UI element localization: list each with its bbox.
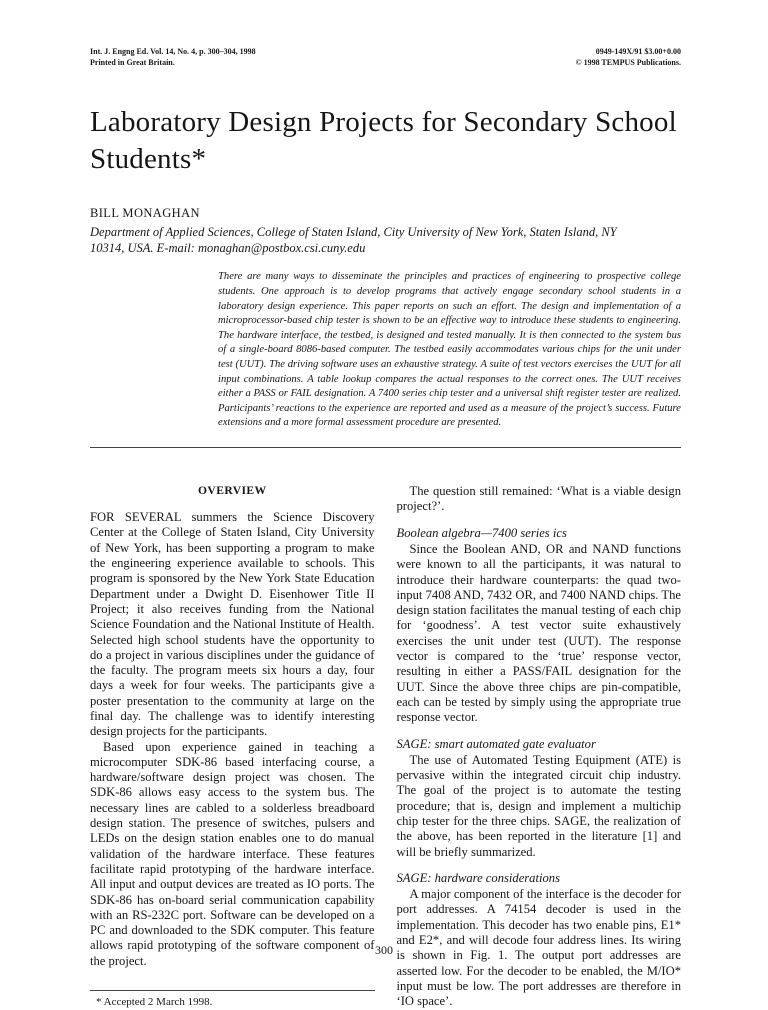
sage-hardware-paragraph: A major component of the interface is the decoder for port addresses. A 74154 decoder is used in the implementation. This decoder has two enable pins, E1* and E2*, and will decode four address lines. Its wiring is shown in Fig. 1. The output port addresses are asserted low. For the decoder to be enabled, the M/IO* input must be low. The port addresses are therefore in ‘IO space’. bbox=[396, 887, 681, 1009]
boolean-algebra-paragraph: Since the Boolean AND, OR and NAND functions were known to all the participants, it was natural to introduce their hardware counterparts: the quad two-input 7408 AND, 7432 OR, and 7400 NAND chips. The design station facilitates the manual testing of each chip for ‘goodness’. A test vector suite exhaustively exercises the unit under test (UUT). The response vector is compared to the ‘true’ response vector, resulting in either a PASS/FAIL designation for the UUT. Since the above three chips are pin-compatible, each can be tested by simply using the appropriate true response vector. bbox=[396, 541, 681, 725]
intro-paragraph: The question still remained: ‘What is a viable design project?’. bbox=[396, 484, 681, 514]
overview-paragraph-1: FOR SEVERAL summers the Science Discovery Center at the College of Staten Island, City University of New York, has been supporting a program to make the engineering experience available to schools. This program is sponsored by the New York State Education Department under a Dwight D. Eisenhower Title II Project; it also receives funding from the National Science Foundation and the National Institute of Health. Selected high school students have the opportunity to do a project in various disciplines under the guidance of the faculty. The program meets six hours a day, four days a week for four weeks. The participants give a poster presentation to the community at large on the final day. The challenge was to identify interesting design projects for the participants. bbox=[90, 510, 375, 739]
body-columns bbox=[90, 480, 681, 1010]
footnote-text: * Accepted 2 March 1998. bbox=[96, 996, 213, 1009]
printed-note: Printed in Great Britain. bbox=[90, 58, 175, 68]
sage-evaluator-paragraph: The use of Automated Testing Equipment (ATE) is pervasive within the integrated circuit chip industry. The goal of the project is to automate the testing procedure; that is, design and implement a multichip chip tester for the three chips. SAGE, the realization of the above, has been reported in the literature [1] and will be briefly summarized. bbox=[396, 752, 681, 859]
author-affiliation: Department of Applied Sciences, College of Staten Island, City University of New York, Staten Island, NY 10314, USA. E-mail: monaghan@postbox.csi.cuny.edu bbox=[90, 224, 617, 256]
author-name: BILL MONAGHAN bbox=[90, 205, 200, 220]
overview-paragraph-2: Based upon experience gained in teaching a microcomputer SDK-86 based interfacing course, a hardware/software design project was chosen. The SDK-86 allows easy access to the system bus. The necessary lines are cabled to a solderless breadboard design station. The presence of switches, pulsers and LEDs on the design station enables one to do manual validation of the hardware interface. These features facilitate rapid prototyping of the hardware interface. All input and output devices are treated as IO ports. The SDK-86 has on-board serial communication capability with an RS-232C port. Software can be developed on a PC and downloaded to the SDK computer. This feature allows rapid prototyping of the software component of the project. bbox=[90, 739, 375, 968]
subsection-heading-sage-hardware: SAGE: hardware considerations bbox=[396, 870, 560, 885]
subsection-heading-boolean-algebra: Boolean algebra—7400 series ics bbox=[396, 525, 567, 540]
journal-header-right bbox=[576, 46, 681, 68]
subsection-heading-sage-evaluator: SAGE: smart automated gate evaluator bbox=[396, 736, 596, 751]
footnote-rule bbox=[90, 990, 375, 991]
footnote bbox=[90, 982, 375, 1009]
issn-price: 0949-149X/91 $3.00+0.00 bbox=[595, 47, 681, 56]
journal-citation: Int. J. Engng Ed. Vol. 14, No. 4, p. 300–304, 1998 bbox=[90, 47, 256, 56]
paper-title: Laboratory Design Projects for Secondary School Students* bbox=[90, 106, 677, 176]
copyright-note: © 1998 TEMPUS Publications. bbox=[575, 58, 681, 68]
abstract: There are many ways to disseminate the principles and practices of engineering to prospective college students. One approach is to develop programs that actively engage secondary school students in a laboratory design experience. This paper reports on such an effort. The design and implementation of a microprocessor-based chip tester is shown to be an effective way to introduce these students to engineering. The hardware interface, the testbed, is designed and tested manually. It is then connected to the system bus of a single-board 8086-based computer. The testbed easily accommodates various chips for the unit under test (UUT). The driving software uses an exhaustive strategy. A suite of test vectors exercises the UUT for all input combinations. A table lookup compares the actual responses to the correct ones. The UUT receives either a PASS or FAIL designation. A 7400 series chip tester and a universal shift register tester are realized. Participants’ reactions to the experience are reported and used as a measure of the project’s success. Future extensions and a more formal assessment procedure are presented. bbox=[218, 271, 681, 429]
page-number: 300 bbox=[375, 943, 393, 957]
journal-header bbox=[90, 46, 681, 68]
left-column bbox=[90, 480, 375, 1010]
journal-header-left bbox=[90, 46, 256, 68]
right-column bbox=[397, 480, 682, 1010]
abstract-divider bbox=[90, 447, 681, 448]
section-heading-overview: OVERVIEW bbox=[198, 484, 267, 498]
